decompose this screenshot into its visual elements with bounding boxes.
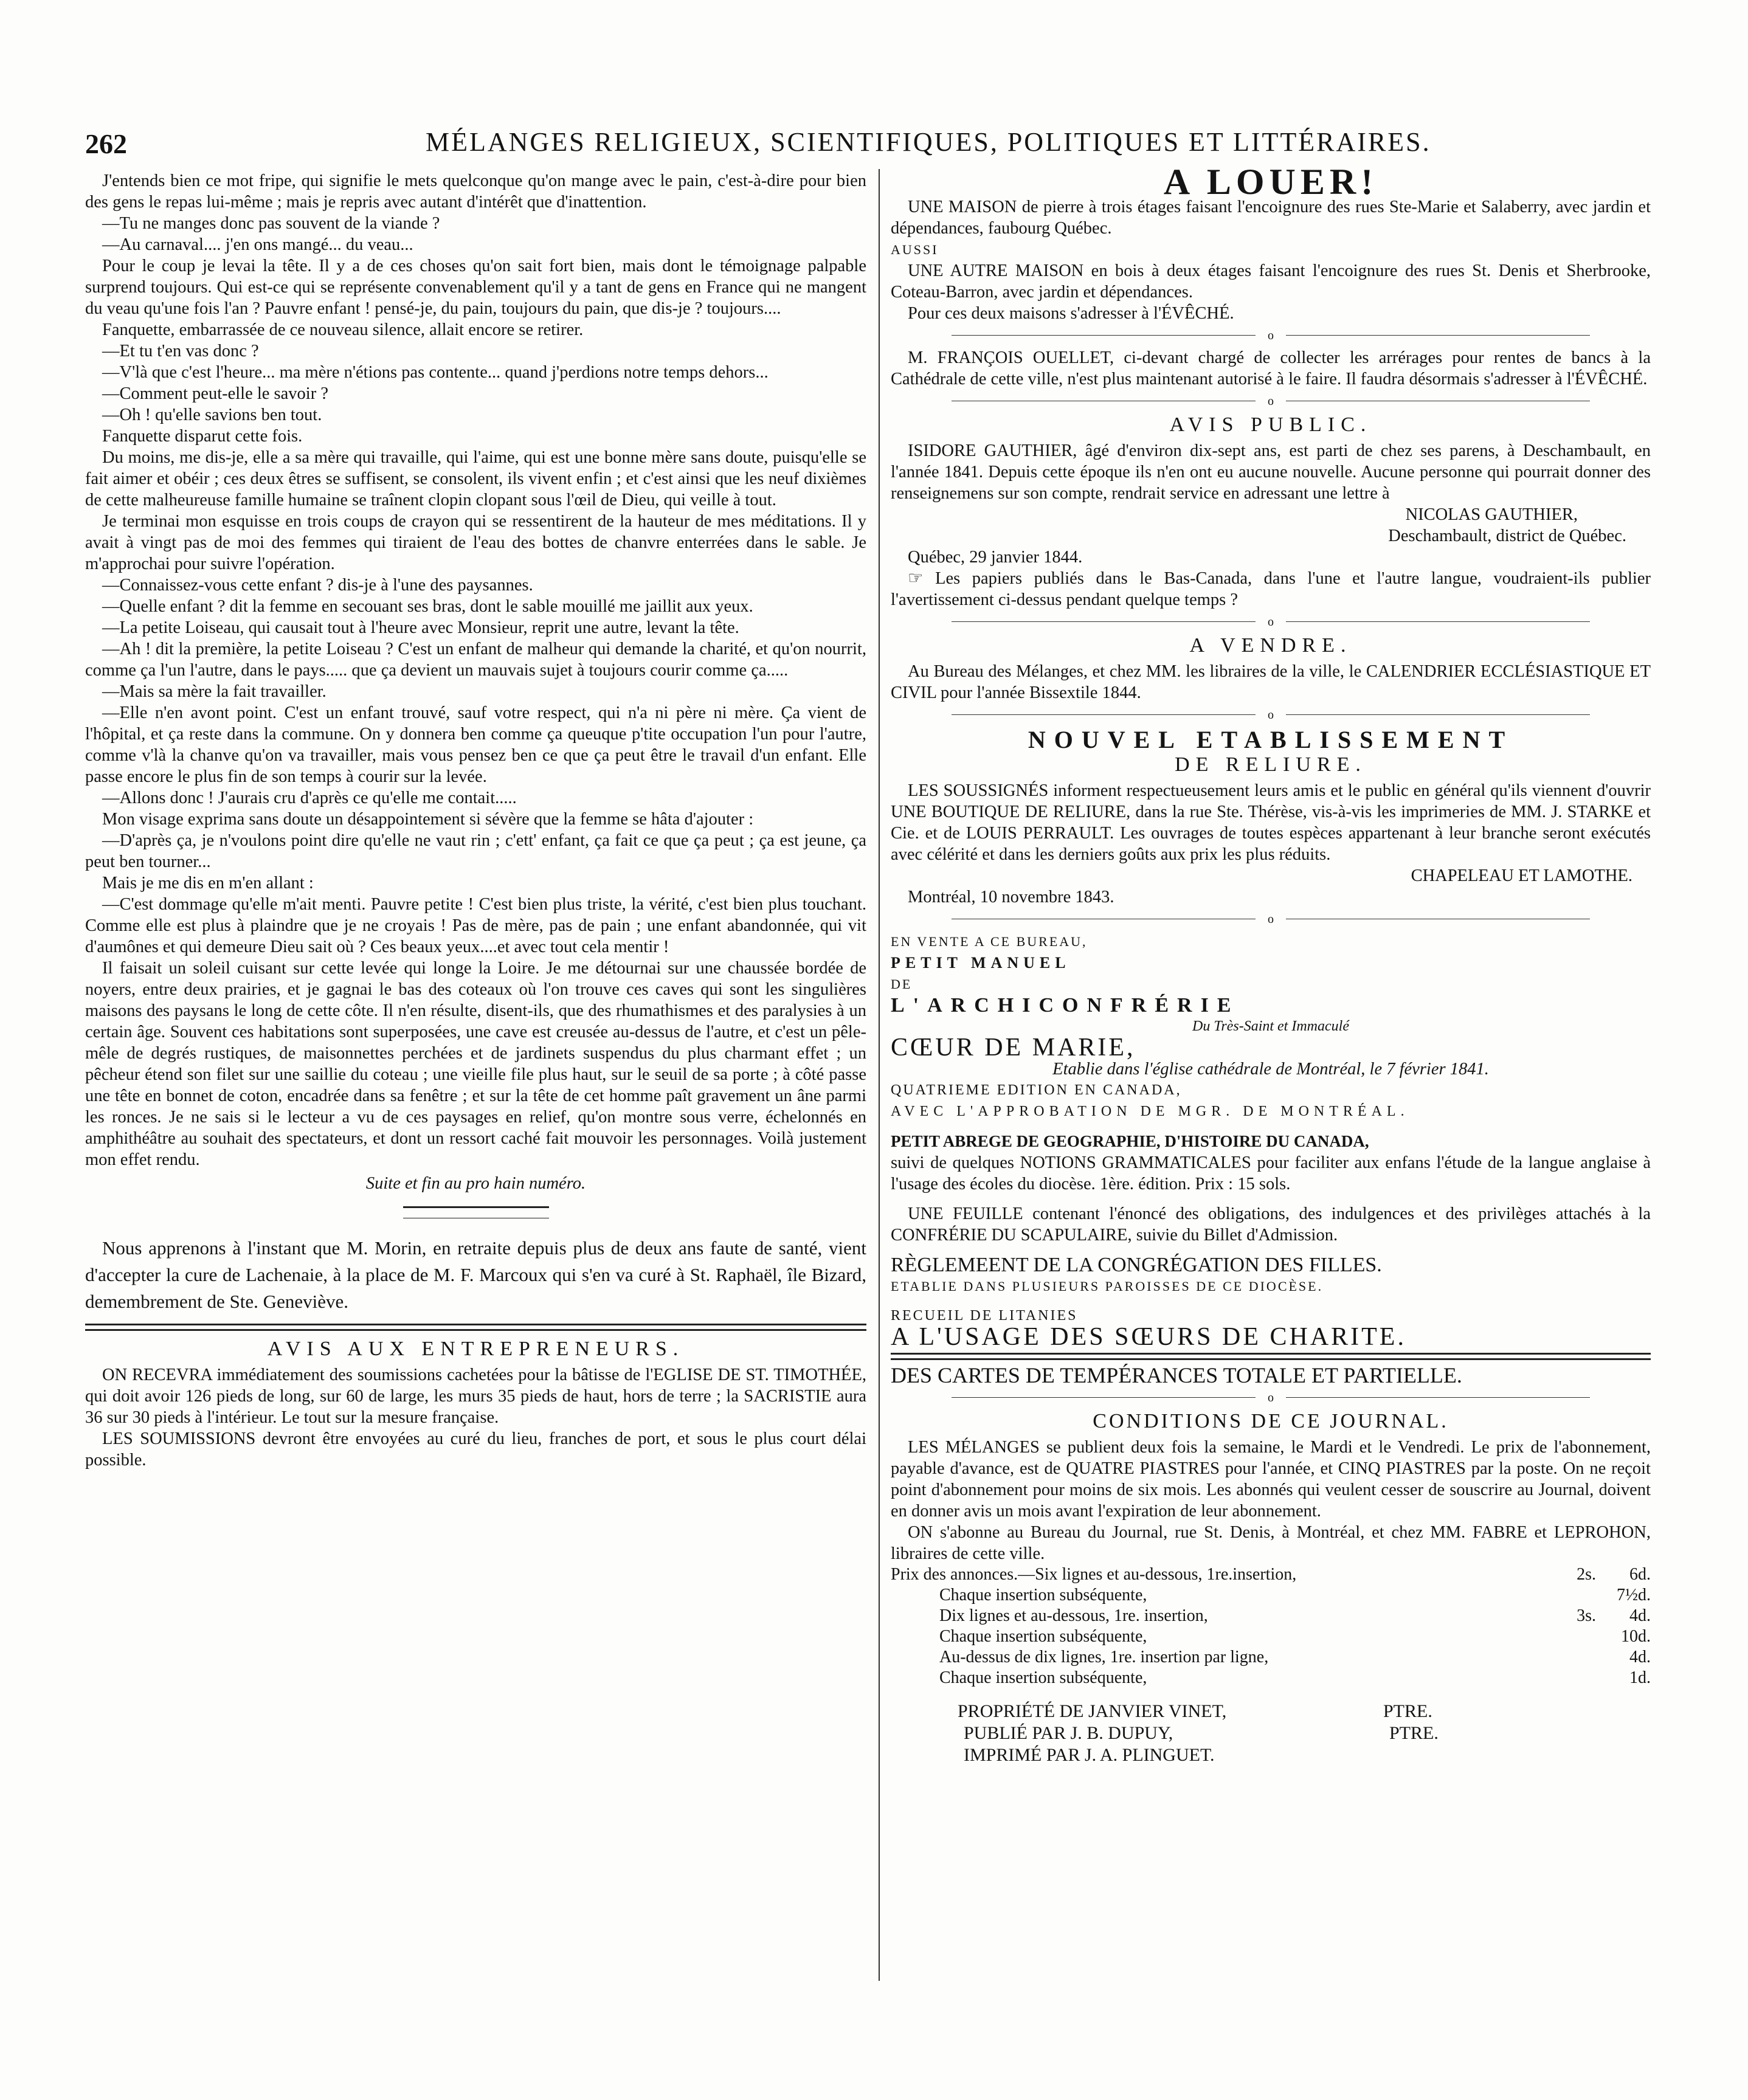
story-paragraph: —Mais sa mère la fait travailler. (102, 682, 326, 701)
reliure-subtitle: DE RELIURE. (1175, 753, 1367, 776)
column-divider (879, 169, 880, 1981)
avis-public-signature: NICOLAS GAUTHIER, (1405, 505, 1578, 524)
rate-pence: 1d. (1629, 1668, 1651, 1687)
story-paragraph: Je terminai mon esquisse en trois coups de crayon qui se ressentirent de la hauteur de mes méditations. Il y avait à vingt pas de moi des femmes qui tiraient de l'eau des bottes de chanvre enterrées dans le sable. Je m'approchai pour suivre l'opération. (85, 512, 866, 573)
separator: o (891, 706, 1651, 724)
left-column (85, 170, 866, 1471)
avis-public-body: ISIDORE GAUTHIER, âgé d'environ dix-sept ans, est parti de chez ses parens, à Deschambault, en l'année 1841. Depuis cette époque ils n'en ont eu aucune nouvelle. Aucune personne qui pourrait donner des renseignemens sur son compte, rendrait service en adressant une lettre à (891, 441, 1651, 503)
separator: o (891, 613, 1651, 631)
reglement-subtitle: ETABLIE DANS PLUSIEURS PAROISSES DE CE DIOCÈSE. (891, 1279, 1324, 1294)
imprint-text: IMPRIMÉ PAR J. A. PLINGUET. (964, 1745, 1215, 1765)
news-item: Nous apprenons à l'instant que M. Morin, en retraite depuis plus de deux ans faute de santé, vient d'accepter la cure de Lachenaie, à la place de M. F. Marcoux qui s'en va curé à St. Raphaël, île Bizard, demembrement de Ste. Geneviève. (85, 1237, 866, 1312)
story-paragraph: J'entends bien ce mot fripe, qui signifie le mets quelconque qu'on mange avec le pain, c'est-à-dire pour bien des gens le repas lui-même ; mais je repris avec autant d'intérêt que d'inattention. (85, 171, 866, 212)
de-label: DE (891, 976, 913, 992)
section-rule (85, 1324, 866, 1331)
avis-public-signature-place: Deschambault, district de Québec. (1388, 527, 1626, 545)
reliure-date: Montréal, 10 novembre 1843. (908, 888, 1114, 907)
a-vendre-body: Au Bureau des Mélanges, et chez MM. les libraires de la ville, le CALENDRIER ECCLÉSIASTIQUE ET CIVIL pour l'année Bissextile 1844. (891, 662, 1651, 702)
a-louer-title: A LOUER! (1163, 162, 1378, 202)
rate-label: Prix des annonces.—Six lignes et au-dessous, 1re.insertion, (891, 1565, 1297, 1584)
reliure-signature: CHAPELEAU ET LAMOTHE. (1411, 866, 1632, 885)
rate-pence: 7½d. (1617, 1586, 1651, 1604)
abrege-title: PETIT ABREGE DE GEOGRAPHIE, D'HISTOIRE DU CANADA, (891, 1132, 1369, 1150)
rate-row (891, 1626, 1651, 1647)
rate-pence: 4d. (1629, 1648, 1651, 1667)
rate-shillings (1541, 1668, 1596, 1688)
aussi-label: AUSSI (891, 242, 939, 257)
a-louer-maison-1: UNE MAISON de pierre à trois étages faisant l'encoignure des rues Ste-Marie et Salaberry, avec jardin et dépendances, faubourg Québec. (891, 198, 1651, 238)
imprint-text: PUBLIÉ PAR J. B. DUPUY, (964, 1723, 1173, 1743)
story-paragraph: —Tu ne manges donc pas souvent de la viande ? (102, 214, 440, 233)
story-paragraph: —Elle n'en avont point. C'est un enfant trouvé, sauf votre respect, qui n'a ni père ni mère. Ça vient de l'hôpital, et ça reste dans la commune. On y donnera ben comme ça queuque p'tite occupation l'un pour l'autre, comme v'là la chanve qu'on va travailler, mais vous pensez ben ce que ça peut être le travail d'un enfant. Elle passe encore le plus fin de son temps à courir sur la levée. (85, 703, 866, 786)
a-louer-maison-2: UNE AUTRE MAISON en bois à deux étages faisant l'encoignure des rues St. Denis et Sherbrooke, Coteau-Barron, avec jardin et dépendances. (891, 261, 1651, 302)
abrege-body: suivi de quelques NOTIONS GRAMMATICALES pour faciliter aux enfans l'étude de la langue anglaise à l'usage des écoles du diocèse. 1ère. édition. Prix : 15 sols. (891, 1153, 1651, 1193)
continuation-note: Suite et fin au pro hain numéro. (365, 1174, 586, 1193)
imprint-text: PROPRIÉTÉ DE JANVIER VINET, (958, 1701, 1227, 1721)
ouellet-notice: M. FRANÇOIS OUELLET, ci-devant chargé de collecter les arrérages pour rentes de bancs à la Cathédrale de cette ville, n'est plus maintenant autorisé à le faire. Il faudra désormais s'adresser à l'ÉVÊCHÉ. (891, 348, 1651, 389)
imprint-line (891, 1744, 1651, 1766)
story-paragraph: —C'est dommage qu'elle m'ait menti. Pauvre petite ! C'est bien plus triste, la vérité, c'est bien plus touchant. Comme elle est plus à plaindre que je ne croyais ! Pas de mère, pas de pain ; une enfant abandonnée, qui vit d'aumônes et qui demeure Dieu sait où ? Ces beaux yeux....et avec tout cela mentir ! (85, 895, 866, 956)
rate-label: Chaque insertion subséquente, (939, 1627, 1147, 1646)
rate-pence: 6d. (1629, 1565, 1651, 1584)
rate-row (891, 1668, 1651, 1688)
running-title: MÉLANGES RELIGIEUX, SCIENTIFIQUES, POLITIQUES ET LITTÉRAIRES. (426, 127, 1431, 157)
page-number: 262 (85, 128, 127, 159)
separator: o (891, 910, 1651, 928)
story-paragraph: Mais je me dis en m'en allant : (102, 874, 314, 893)
rate-row (891, 1606, 1651, 1626)
rate-row (891, 1647, 1651, 1668)
story-paragraph: —Au carnaval.... j'en ons mangé... du veau... (102, 235, 413, 254)
story-paragraph: —La petite Loiseau, qui causait tout à l'heure avec Monsieur, reprit une autre, levant la tête. (102, 618, 739, 637)
avis-entrepreneurs-body: ON RECEVRA immédiatement des soumissions cachetées pour la bâtisse de l'EGLISE DE ST. TIMOTHÉE, qui doit avoir 126 pieds de long, sur 60 de large, les murs 35 pieds de haut, hors de terre ; la SACRISTIE aura 36 sur 30 pieds à l'intérieur. Le tout sur la mesure française. (85, 1366, 866, 1427)
story-paragraph: —Comment peut-elle le savoir ? (102, 384, 328, 403)
ornament-divider (85, 1201, 866, 1223)
soeurs-charite-title: A L'USAGE DES SŒURS DE CHARITE. (891, 1323, 1406, 1351)
rate-pence: 10d. (1621, 1627, 1651, 1646)
etablie-note: Etablie dans l'église cathédrale de Montréal, le 7 février 1841. (1052, 1060, 1489, 1079)
approbation-label: AVEC L'APPROBATION DE MGR. DE MONTRÉAL. (891, 1104, 1409, 1119)
rate-shillings: 2s. (1577, 1565, 1596, 1584)
story-paragraph: —Oh ! qu'elle savions ben tout. (102, 406, 322, 424)
rate-shillings (1541, 1626, 1596, 1647)
reliure-body: LES SOUSSIGNÉS informent respectueusement leurs amis et le public en général qu'ils viennent d'ouvrir UNE BOUTIQUE DE RELIURE, dans la rue Ste. Thérèse, vis-à-vis les imprimeries de MM. J. STARKE et Cie. et de LOUIS PERRAULT. Les ouvrages de toutes espèces appartenant à leur branche seront exécutés avec célérité et dans les derniers goûts aux prix les plus réduits. (891, 781, 1651, 864)
conditions-title: CONDITIONS DE CE JOURNAL. (1093, 1410, 1449, 1432)
rate-shillings (1541, 1585, 1596, 1606)
story-paragraph: —Quelle enfant ? dit la femme en secouant ses bras, dont le sable mouillé me jaillit aux yeux. (102, 597, 753, 616)
separator: o (891, 392, 1651, 410)
recueil-litanies: RECUEIL DE LITANIES (891, 1308, 1078, 1324)
rate-label: Chaque insertion subséquente, (939, 1668, 1147, 1687)
rate-shillings: 3s. (1577, 1606, 1596, 1625)
rate-label: Au-dessus de dix lignes, 1re. insertion par ligne, (939, 1648, 1269, 1667)
avis-entrepreneurs-body-2: LES SOUMISSIONS devront être envoyées au curé du lieu, franches de port, et sous le plus court délai possible. (85, 1429, 866, 1470)
reglement-title: RÈGLEMEENT DE LA CONGRÉGATION DES FILLES. (891, 1254, 1382, 1276)
a-louer-contact: Pour ces deux maisons s'adresser à l'ÉVÊCHÉ. (908, 304, 1234, 323)
imprint-title: PTRE. (1383, 1701, 1432, 1721)
story-paragraph: Mon visage exprima sans doute un désappointement si sévère que la femme se hâta d'ajouter : (102, 810, 754, 829)
story-paragraph: Il faisait un soleil cuisant sur cette levée qui longe la Loire. Je me détournai sur une chaussée bordée de noyers, entre deux prairies, et je gagnai le bas des coteaux où l'on trouve ces caves qui sont les singulières maisons des paysans le long de cette côte. Il n'en résulte, disent-ils, que des rhumathismes et des paralysies à un certain âge. Souvent ces habitations sont superposées, une cave est creusée au-dessus de l'autre, et c'est un pêle-mêle de degrés rustiques, de maisonnettes perchées et de jardinets suspendus du plus charmant effet ; un pêcheur étend son filet sur une saillie du coteau ; une vieille file plus haut, sur le seuil de sa porte ; à côté passe une tête en bonnet de coton, encadrée dans sa fenêtre ; et sur la tête de cet homme paît gravement un âne parmi les ronces. Je ne sais si le lecteur a vu de ces paysages en relief, qu'on montre sous verre, échelonnés en amphithéâtre au souhait des spectateurs, et dont un ressort caché fait mouvoir les personnages. Voilà justement mon effet rendu. (85, 959, 866, 1169)
archiconfrerie-title: L'ARCHICONFRÉRIE (891, 994, 1240, 1017)
story-paragraph: —Et tu t'en vas donc ? (102, 342, 259, 361)
section-rule (891, 1353, 1651, 1360)
petit-manuel-title: PETIT MANUEL (891, 954, 1071, 972)
imprint-title: PTRE. (1389, 1723, 1439, 1743)
tres-saint-label: Du Très-Saint et Immaculé (1192, 1018, 1349, 1034)
en-vente-label: EN VENTE A CE BUREAU, (891, 934, 1088, 949)
rate-pence: 4d. (1629, 1606, 1651, 1625)
story-paragraph: —V'là que c'est l'heure... ma mère n'étions pas contente... quand j'perdions notre temps dehors... (102, 363, 769, 382)
reliure-title: NOUVEL ETABLISSEMENT (1028, 726, 1514, 753)
rate-row (891, 1585, 1651, 1606)
edition-label: QUATRIEME EDITION EN CANADA, (891, 1082, 1182, 1098)
page-header (85, 122, 1648, 164)
rate-row (891, 1564, 1651, 1585)
conditions-subscription: ON s'abonne au Bureau du Journal, rue St. Denis, à Montréal, et chez MM. FABRE et LEPROHON, libraires de cette ville. (891, 1523, 1651, 1563)
coeur-de-marie-title: CŒUR DE MARIE, (891, 1034, 1136, 1062)
rate-label: Chaque insertion subséquente, (939, 1586, 1147, 1604)
story-paragraph: Du moins, me dis-je, elle a sa mère qui travaille, qui l'aime, qui est une bonne mère sans doute, puisqu'elle se fait aimer et obéir ; ces deux êtres se suffisent, se consolent, ils vivent enfin ; et c'est ainsi que les neuf dixièmes de cette malheureuse famille humaine se traînent clopin clopant sous l'œil de Dieu, qui veille à tout. (85, 448, 866, 509)
story-paragraph: —Ah ! dit la première, la petite Loiseau ? C'est un enfant de malheur qui demande la charité, et qu'on nourrit, comme ça l'un l'autre, dans le pays..... que ça devient un mauvais sujet à toujours courir comme ça..... (85, 640, 866, 680)
avis-public-title: AVIS PUBLIC. (1169, 413, 1372, 436)
right-column (891, 162, 1651, 1766)
cartes-temperance-title: DES CARTES DE TEMPÉRANCES TOTALE ET PARTIELLE. (891, 1363, 1462, 1387)
avis-public-date: Québec, 29 janvier 1844. (908, 548, 1083, 567)
rate-label: Dix lignes et au-dessous, 1re. insertion, (939, 1606, 1208, 1625)
imprint (891, 1701, 1651, 1766)
feuille-scapulaire: UNE FEUILLE contenant l'énoncé des obligations, des indulgences et des privilèges attachés à la CONFRÉRIE DU SCAPULAIRE, suivie du Billet d'Admission. (891, 1204, 1651, 1245)
separator: o (891, 326, 1651, 345)
story-paragraph: —D'après ça, je n'voulons point dire qu'elle ne vaut rin ; c'ett' enfant, ça fait ce que ça peut ; ça est jeune, ça peut ben tourner... (85, 831, 866, 871)
story-paragraph: —Allons donc ! J'aurais cru d'après ce qu'elle me contait..... (102, 789, 517, 807)
story-paragraph: —Connaissez-vous cette enfant ? dis-je à l'une des paysannes. (102, 576, 533, 595)
rate-shillings (1541, 1647, 1596, 1668)
story-paragraph: Fanquette disparut cette fois. (102, 427, 303, 446)
conditions-body: LES MÉLANGES se publient deux fois la semaine, le Mardi et le Vendredi. Le prix de l'abonnement, payable d'avance, est de QUATRE PIASTRES pour l'année, et CINQ PIASTRES par la poste. On ne reçoit point d'abonnement pour moins de six mois. Les abonnés qui veulent cesser de souscrire au Journal, doivent en donner avis un mois avant l'expiration de leur abonnement. (891, 1438, 1651, 1521)
imprint-line (891, 1722, 1651, 1744)
story-text (85, 170, 866, 1170)
story-paragraph: Pour le coup je levai la tête. Il y a de ces choses qu'on sait fort bien, mais dont le témoignage palpable surprend toujours. Qui est-ce qui se représente convenablement qu'il y a tant de gens en France qui ne mangent du veau qu'une fois l'an ? Pauvre enfant ! pensé-je, du pain, toujours du pain, que dis-je ? toujours.... (85, 257, 866, 318)
avis-entrepreneurs-title: AVIS AUX ENTREPRENEURS. (267, 1338, 685, 1360)
story-paragraph: Fanquette, embarrassée de ce nouveau silence, allait encore se retirer. (102, 320, 584, 339)
a-vendre-title: A VENDRE. (1189, 634, 1352, 657)
imprint-line (891, 1701, 1651, 1722)
separator: o (891, 1389, 1651, 1407)
advertising-rates-table (891, 1564, 1651, 1688)
avis-public-note: ☞ Les papiers publiés dans le Bas-Canada, dans l'une et l'autre langue, voudraient-ils publier l'avertissement ci-dessus pendant quelque temps ? (891, 569, 1651, 609)
